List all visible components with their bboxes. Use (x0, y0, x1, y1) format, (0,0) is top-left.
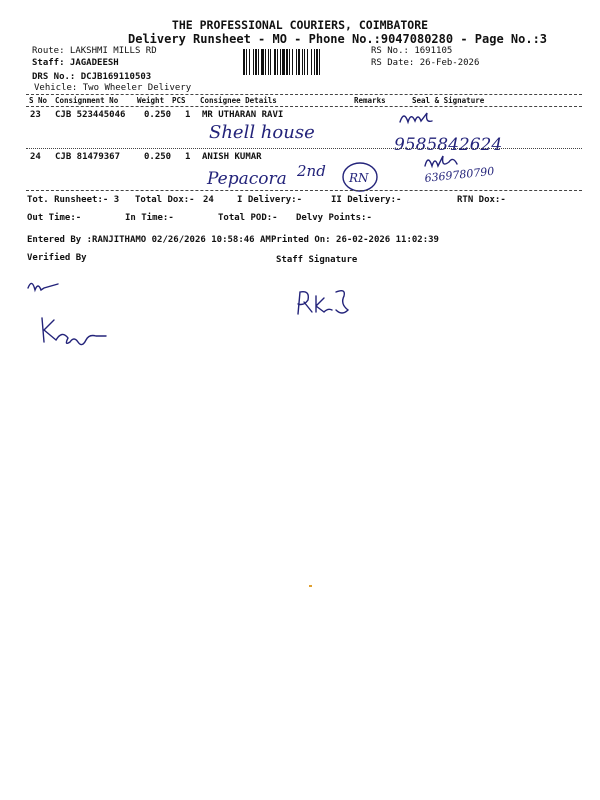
row-2-pcs: 1 (185, 152, 191, 162)
barcode-bar (280, 49, 281, 75)
runsheet-title: Delivery Runsheet - MO - Phone No.:9047080280 - Page No.:3 (128, 32, 548, 46)
barcode (243, 49, 367, 75)
row-divider (26, 148, 582, 149)
out-time: Out Time:- (27, 213, 82, 223)
barcode-bar (255, 49, 257, 75)
row-1-sno: 23 (30, 110, 41, 120)
company-title: THE PROFESSIONAL COURIERS, COIMBATORE (171, 18, 429, 32)
col-consignment: Consignment No (55, 96, 119, 105)
row-2-handwritten-floor (295, 158, 341, 182)
rtn-dox: RTN Dox:- (457, 195, 506, 205)
barcode-bar (246, 49, 247, 75)
total-runsheet: Tot. Runsheet:- 3 (27, 195, 120, 205)
barcode-bar (292, 49, 293, 75)
col-pcs: PCS (172, 96, 186, 105)
svg-text:6369780790: 6369780790 (423, 164, 495, 185)
barcode-bar (261, 49, 264, 75)
barcode-bar (277, 49, 278, 75)
col-seal-signature: Seal & Signature (412, 96, 485, 105)
total-dox-value: 24 (203, 195, 214, 205)
barcode-bar (314, 49, 315, 75)
verifier-full-signature (36, 314, 116, 346)
svg-text:Shell house: Shell house (209, 122, 315, 143)
barcode-bar (265, 49, 266, 75)
barcode-bar (319, 49, 320, 75)
barcode-bar (296, 49, 297, 75)
barcode-bar (253, 49, 254, 75)
barcode-bar (282, 49, 285, 75)
barcode-bar (304, 49, 305, 75)
barcode-bar (289, 49, 290, 75)
barcode-bar (243, 49, 245, 75)
delivery-points: Delvy Points:- (296, 213, 372, 223)
printed-on: Printed On: 26-02-2026 11:02:39 (271, 235, 439, 245)
svg-text:2nd: 2nd (297, 162, 326, 180)
row-1-consignment: CJB 523445046 (55, 110, 126, 120)
row-2-handwritten-address (205, 162, 305, 192)
verified-by-label: Verified By (27, 253, 87, 263)
staff: Staff: JAGADEESH (32, 58, 119, 68)
staff-signature (292, 286, 362, 320)
svg-text:Pepacora: Pepacora (207, 169, 287, 189)
col-sno: S No (29, 96, 48, 105)
row-1-consignee: MR UTHARAN RAVI (202, 110, 284, 120)
row-2-consignee: ANISH KUMAR (202, 152, 262, 162)
row-1-weight: 0.250 (144, 110, 172, 120)
barcode-bar (302, 49, 303, 75)
barcode-bar (270, 49, 271, 75)
row-2-signature (415, 150, 515, 190)
total-dox-label: Total Dox:- (135, 195, 195, 205)
rs-number: RS No.: 1691105 (371, 46, 453, 56)
barcode-bar (316, 49, 318, 75)
row-1-pcs: 1 (185, 110, 191, 120)
total-pod: Total POD:- (218, 213, 278, 223)
stray-mark (309, 585, 312, 587)
col-weight: Weight (137, 96, 165, 105)
entered-by: Entered By :RANJITHAMO 02/26/2026 10:58:46 AM (27, 235, 271, 245)
barcode-bar (268, 49, 269, 75)
staff-signature-label: Staff Signature (276, 255, 358, 265)
svg-text:9585842624: 9585842624 (394, 135, 503, 155)
barcode-bar (274, 49, 276, 75)
col-consignee: Consignee Details (200, 96, 277, 105)
barcode-bar (311, 49, 312, 75)
row-2-sno: 24 (30, 152, 41, 162)
verifier-initials-signature (22, 274, 72, 296)
barcode-bar (258, 49, 259, 75)
header-divider (26, 94, 582, 95)
barcode-bar (298, 49, 300, 75)
vehicle: Vehicle: Two Wheeler Delivery (34, 83, 192, 93)
row-2-weight: 0.250 (144, 152, 172, 162)
barcode-bar (249, 49, 250, 75)
ii-delivery: II Delivery:- (331, 195, 402, 205)
in-time: In Time:- (125, 213, 174, 223)
barcode-bar (286, 49, 288, 75)
summary-divider (26, 190, 582, 191)
i-delivery: I Delivery:- (237, 195, 303, 205)
barcode-bar (307, 49, 308, 75)
row-2-circled-initials (340, 160, 382, 194)
col-remarks: Remarks (354, 96, 386, 105)
route: Route: LAKSHMI MILLS RD (32, 46, 157, 56)
drs-number: DRS No.: DCJB169110503 (32, 72, 152, 82)
row-1-handwritten-address (205, 118, 325, 146)
rs-date: RS Date: 26-Feb-2026 (371, 58, 480, 68)
row-2-consignment: CJB 81479367 (55, 152, 121, 162)
svg-text:RN: RN (349, 171, 369, 185)
